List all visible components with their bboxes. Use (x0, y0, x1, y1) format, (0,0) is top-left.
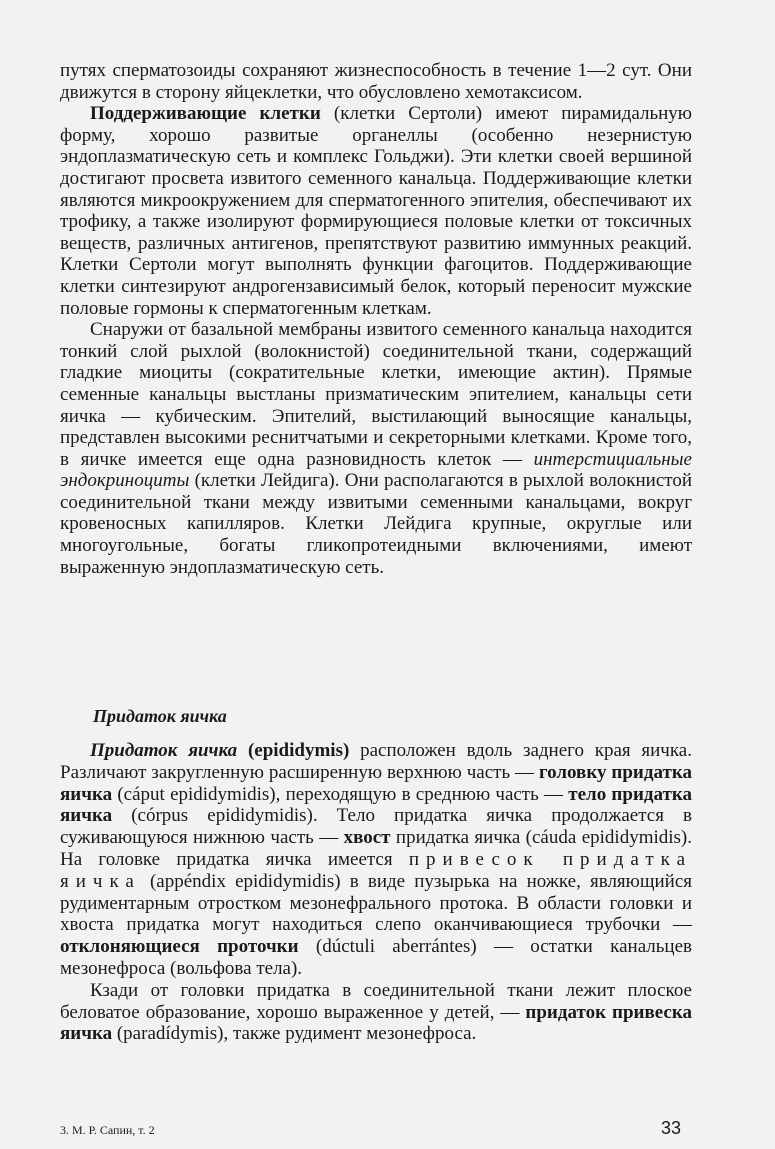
term-body: тело придатка яичка (60, 783, 693, 827)
paragraph-paradidymis (60, 980, 692, 1045)
section-heading: Придаток яичка (93, 706, 227, 726)
paragraph-text: придатка яичка (cáuda epididymidis). На головке придатка яичка имеется (60, 827, 692, 870)
paragraph-text: (клетки Сертоли) имеют пирамидальную форму, хорошо развитые органеллы (особенно незернистую эндоплазматическую сеть и комплекс Гольджи). Эти клетки своей вершиной достигают просвета извитого семенного канальца. Поддерживающие клетки являются микроокружением для сперматогенного эпителия, обеспечивают их трофику, а также изолируют формирующиеся половые клетки от токсичных веществ, различных антигенов, препятствуют развитию иммунных реакций. Клетки Сертоли могут выполнять функции фагоцитов. Поддерживающие клетки синтезируют андрогензависимый белок, который переносит мужские половые гормоны к сперматогенным клеткам. (60, 103, 692, 319)
term-head: головку придатка яичка (60, 761, 692, 805)
paragraph-text: (cáput epididymidis), переходящую в среднюю часть — (112, 783, 569, 805)
term-epididymis: Придаток яичка (90, 740, 238, 761)
footer-signature: 3. М. Р. Сапин, т. 2 (60, 1123, 155, 1137)
space (237, 740, 248, 761)
paragraph-text: Снаружи от базальной мембраны извитого семенного канальца находится тонкий слой рыхлой (волокнистой) соединительной ткани, содержащий гладкие миоциты (сократительные клетки, имеющие актин). Прямые семенные канальцы выстланы призматическим эпителием, канальцы сети яичка — кубическим. Эпителий, выстилающий выносящие канальцы, представлен высокими реснитчатыми и секреторными клетками. Кроме того, в яичке имеется еще одна разновидность клеток — (60, 319, 692, 470)
term-paradidymis: придаток привеска яичка (60, 1001, 692, 1045)
term-interstitial-cells: интерстициальные эндокриноциты (60, 448, 692, 492)
paragraph-text: (dúctuli aberrántes) — остатки канальцев мезонефроса (вольфова тела). (60, 936, 693, 979)
paragraph-epididymis (60, 740, 692, 980)
body-text-epididymis (60, 740, 692, 1045)
paragraph-text: расположен вдоль заднего края яичка. Различают закругленную расширенную верхнюю часть — (60, 740, 692, 783)
page-number: 33 (661, 1118, 682, 1138)
paragraph-text: Кзади от головки придатка в соединительной ткани лежит плоское беловатое образование, хорошо выраженное у детей, — (60, 979, 692, 1023)
paragraph-sertoli (60, 103, 692, 319)
paragraph-continuation (60, 60, 692, 103)
paragraph-text: (córpus epididymidis). Тело придатка яичка продолжается в суживающуюся нижнюю часть — (60, 805, 692, 849)
paragraph-text: (paradídymis), также рудимент мезонефроса. (112, 1023, 477, 1045)
paragraph-text: (appéndix epididymidis) в виде пузырька на ножке, являющийся рудиментарным отростком мезонефрального протока. В области головки и хвоста придатка могут находиться слепо оканчивающиеся трубочки — (60, 870, 692, 936)
term-supporting-cells: Поддерживающие клетки (90, 103, 321, 125)
body-text-top (60, 60, 692, 578)
paragraph-text: путях сперматозоиды сохраняют жизнеспособность в течение 1—2 сут. Они движутся в сторону яйцеклетки, что обусловлено хемотаксисом. (60, 60, 692, 103)
term-tail: хвост (343, 827, 391, 849)
latin-epididymis: (epididymis) (247, 740, 350, 761)
paragraph-text: (клетки Лейдига). Они располагаются в рыхлой волокнистой соединительной ткани между извитыми семенными канальцами, вокруг кровеносных капилляров. Клетки Лейдига крупные, округлые или многоугольные, богаты гликопротеидными включениями, имеют выраженную эндоплазматическую сеть. (60, 470, 692, 578)
paragraph-leydig (60, 319, 692, 578)
term-aberrant-ductules: отклоняющиеся проточки (60, 936, 299, 958)
term-appendix: привесок придатка яичка (60, 848, 692, 892)
